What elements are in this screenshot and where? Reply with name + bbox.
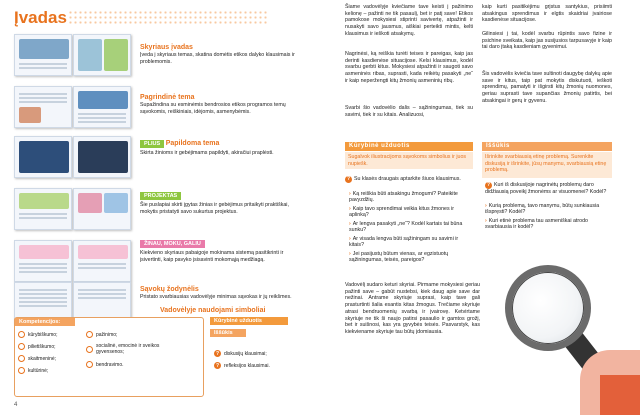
challenge-header: Iššūkis [210, 329, 246, 337]
section-review [140, 240, 298, 264]
section-text: Kiekvieno skyriaus pabaigoje mokinama sistemą pasitikrinti ir įsivertinti, kaip pavyko įsisavinti mokomąją medžiagą. [140, 250, 284, 263]
task-question-intro: ? Su klasės draugais aptarkite šiuos klausimus. [346, 176, 461, 182]
title-decoration [68, 10, 268, 24]
culture-icon [18, 367, 25, 374]
section-project [140, 192, 298, 216]
intro-paragraph-1: Šiame vadovėlyje kviečiame tave keisti į pažinimo kelionę – pažinti ne tik pasaulį, bet ir patį save! Etikos pamokose mokysiesi stiprinti savivertę, atpažinti ir nusakyti savo jausmus, aiškiai perteikti mintis, kelti klausimus ir ieškoti atsakymų. [345, 4, 473, 37]
section-text: Pristato svarbiausias vadovėlyje minimas sąvokas ir jų reikšmes. [140, 294, 292, 300]
symbols-title: Vadovėlyje naudojami simboliai [160, 307, 266, 314]
section-text: Skirta žinioms ir gebėjimams papildyti, akiračiui praplėsti. [140, 150, 274, 156]
section-main-topic [140, 94, 298, 116]
competences-header: Kompetencijos: [15, 318, 75, 326]
sleeve-illustration [600, 375, 640, 415]
section-text: Įveda į skyriaus temas, skatina domėtis etikos dalyko klausimais ir problemomis. [140, 52, 295, 65]
challenge-bullet-3: › Kuri etinė problema tau asmeniškai atrodo svarbiausia ir kodėl? [485, 218, 588, 231]
competence-communication: bendravimo. [86, 361, 124, 368]
task-bullet-4: › Ar visada lengva būti sąžiningam su savimi ir kitais? [349, 236, 459, 249]
task-bullet-3: › Ar lengva pasakyti „ne“? Kodėl kartais tai būna sunku? [349, 221, 463, 234]
thumbnail-chapter-intro [14, 34, 132, 78]
chapters-paragraph: Vadovėlį sudaro keturi skyriai. Pirmame mokysiesi geriau pažinti save – gabūt nustebsi, kiek daug apie save dar nežinai. Antrame skyriuje suprasi, kaip tave gali prasturtinti šalia esantis kitas žmogus. Trečiame skyriuje atrasi bendruomenių svarbą ir įvairovę. Ketvirtame skyriuje ne tik ši naujo patirsi pasaulio ir gamtos grožį, bet ir suišnosi, kas yra gyvybės teisės. Pasvarstyk, kas kiekviename skyriuje tau būtų įdomiausia. [345, 282, 480, 335]
reflection-icon: ? [215, 362, 220, 369]
task-bullet-1: › Ką reiškia būti atsakingu žmogumi? Pateikite pavyzdžių. [349, 191, 458, 204]
intro-paragraph-2: Nagrinėsi, ką reiškia turėti teises ir pareigas, kaip jas derinti kasdienėse situacijose. Kelsi klausimus, kodėl svarbu gerbti kitus. Mokysiesi atpažinti ir saugoti savo asmeninės ribas, suprasti, kada reikėtų pasakyti „ne“ ir kaip neperžengti kitų žmonių asmeninių ribų. [345, 51, 473, 84]
social-icon [86, 346, 93, 353]
section-heading: Sąvokų žodynėlis [140, 286, 199, 293]
thumbnail-project [14, 188, 132, 232]
intro-paragraph-5: Gilinsiesi į tai, kodėl svarbu rūpintis savo fizine ir psichine sveikata, kaip jas susijusios tarpusavyje ir kaip tai daro įtaką kasdieniam gyvenimui. [482, 31, 612, 51]
discussion-questions: ? diskusijų klausimai; [215, 350, 267, 357]
section-text: Šie puslapiai skirti įgytas žinias ir gebėjimus pritaikyti praktiškai, mokytis pristatyti savo sukurtus projektus. [140, 202, 289, 215]
reflection-questions: ? refleksijos klausimai. [215, 362, 270, 369]
reflection-icon: ? [486, 182, 491, 188]
section-heading: Papildoma tema [165, 140, 220, 147]
discussion-icon: ? [346, 176, 351, 182]
plus-tag: PLIUS [140, 140, 164, 148]
magnifying-glass-icon [505, 265, 591, 351]
page-number: 4 [14, 402, 18, 408]
thumbnail-main-topic [14, 86, 132, 130]
digital-icon [18, 355, 25, 362]
competence-citizenship: pažinimo; [86, 331, 117, 338]
competence-digital: skaitmeninė; [18, 355, 56, 362]
task-instruction: Sugalvok iliustracijoms sąvokoms simbolius ir juos nupiešk. [348, 154, 467, 167]
citizenship-icon [86, 331, 93, 338]
communication-icon [86, 361, 93, 368]
cognition-icon [18, 343, 25, 350]
section-extra-topic [140, 140, 298, 157]
thumbnail-extra-topic [14, 136, 132, 180]
task-bullet-5: › Jei pasijustų būtum vienas, ar egzistuotų sąžiningumas, teisės, pareigos? [349, 251, 449, 264]
review-tag: ŽINAU, MOKU, GALIU [140, 240, 205, 248]
task-header: Kūrybinė užduotis [210, 317, 288, 325]
task-ribbon: Kūrybinė užduotis [345, 142, 473, 151]
section-heading: Pagrindinė tema [140, 94, 195, 101]
intro-paragraph-4: kaip kurti pasitikėjimu grįstus santykius, prisiimti atsakingus sprendimus ir elgtis skaidriai įvairiose kasdienėse situacijose. [482, 4, 612, 24]
section-text: Supažindina su esminėmis bendrosios etikos programos temų sąvokomis, reiškiniais, idėjomis, asmenybėmis. [140, 102, 286, 115]
intro-paragraph-3: Svarbi šio vadovėlio dalis – sąžiningumas, tiek su savimi, tiek ir su kitais. Analizuosi, [345, 105, 473, 118]
competence-creativity: kūrybiškumo; [18, 331, 57, 338]
competence-culture: kultūrinė; [18, 367, 48, 374]
section-heading: Skyriaus įvadas [140, 44, 193, 51]
task-bullet-2: › Kaip tavo sprendimai veikia kitus žmones ir aplinką? [349, 206, 455, 219]
discussion-icon: ? [215, 350, 220, 357]
section-chapter-intro [140, 44, 298, 66]
competence-cognition: pilietiškumo; [18, 343, 56, 350]
section-glossary [140, 286, 298, 301]
intro-paragraph-6: Šis vadovėlis kviečia tave sultinoti daugybę dalykų apie save ir kitus, taip pat mokytis diskutuoti, ieškoti sprendimų, pamatyti ir išgirsti kitų žmonių nuomones, geriau suprasti tave supančias žmonių patirtis, bei atsakingai ir gerų ir gyvenu. [482, 71, 612, 104]
task-symbols-box [210, 317, 288, 397]
creativity-icon [18, 331, 25, 338]
challenge-ribbon: Iššūkis [482, 142, 612, 151]
challenge-bullet-1: ? Kuri iš diskusijoje nagrinėtų problemų daro didžiausią poveikį žmonėms ar visuomenei? Kodėl? [485, 182, 607, 195]
challenge-instruction: Išrinkite svarbiausią etinę problemą. Surenkite diskusiją ir išrinkite, jūsų manymu, svarbiausią etinę problemą. [485, 154, 607, 174]
thumbnail-review [14, 240, 132, 284]
project-tag: PROJEKTAS [140, 192, 181, 200]
page-title: Įvadas [14, 8, 67, 27]
challenge-bullet-2: › Kurią problemą, tavo manymu, būtų sunkiausia išspręsti? Kodėl? [485, 203, 600, 216]
competence-social: socialinė, emocinė ir sveikos gyvensenos; [86, 343, 166, 355]
